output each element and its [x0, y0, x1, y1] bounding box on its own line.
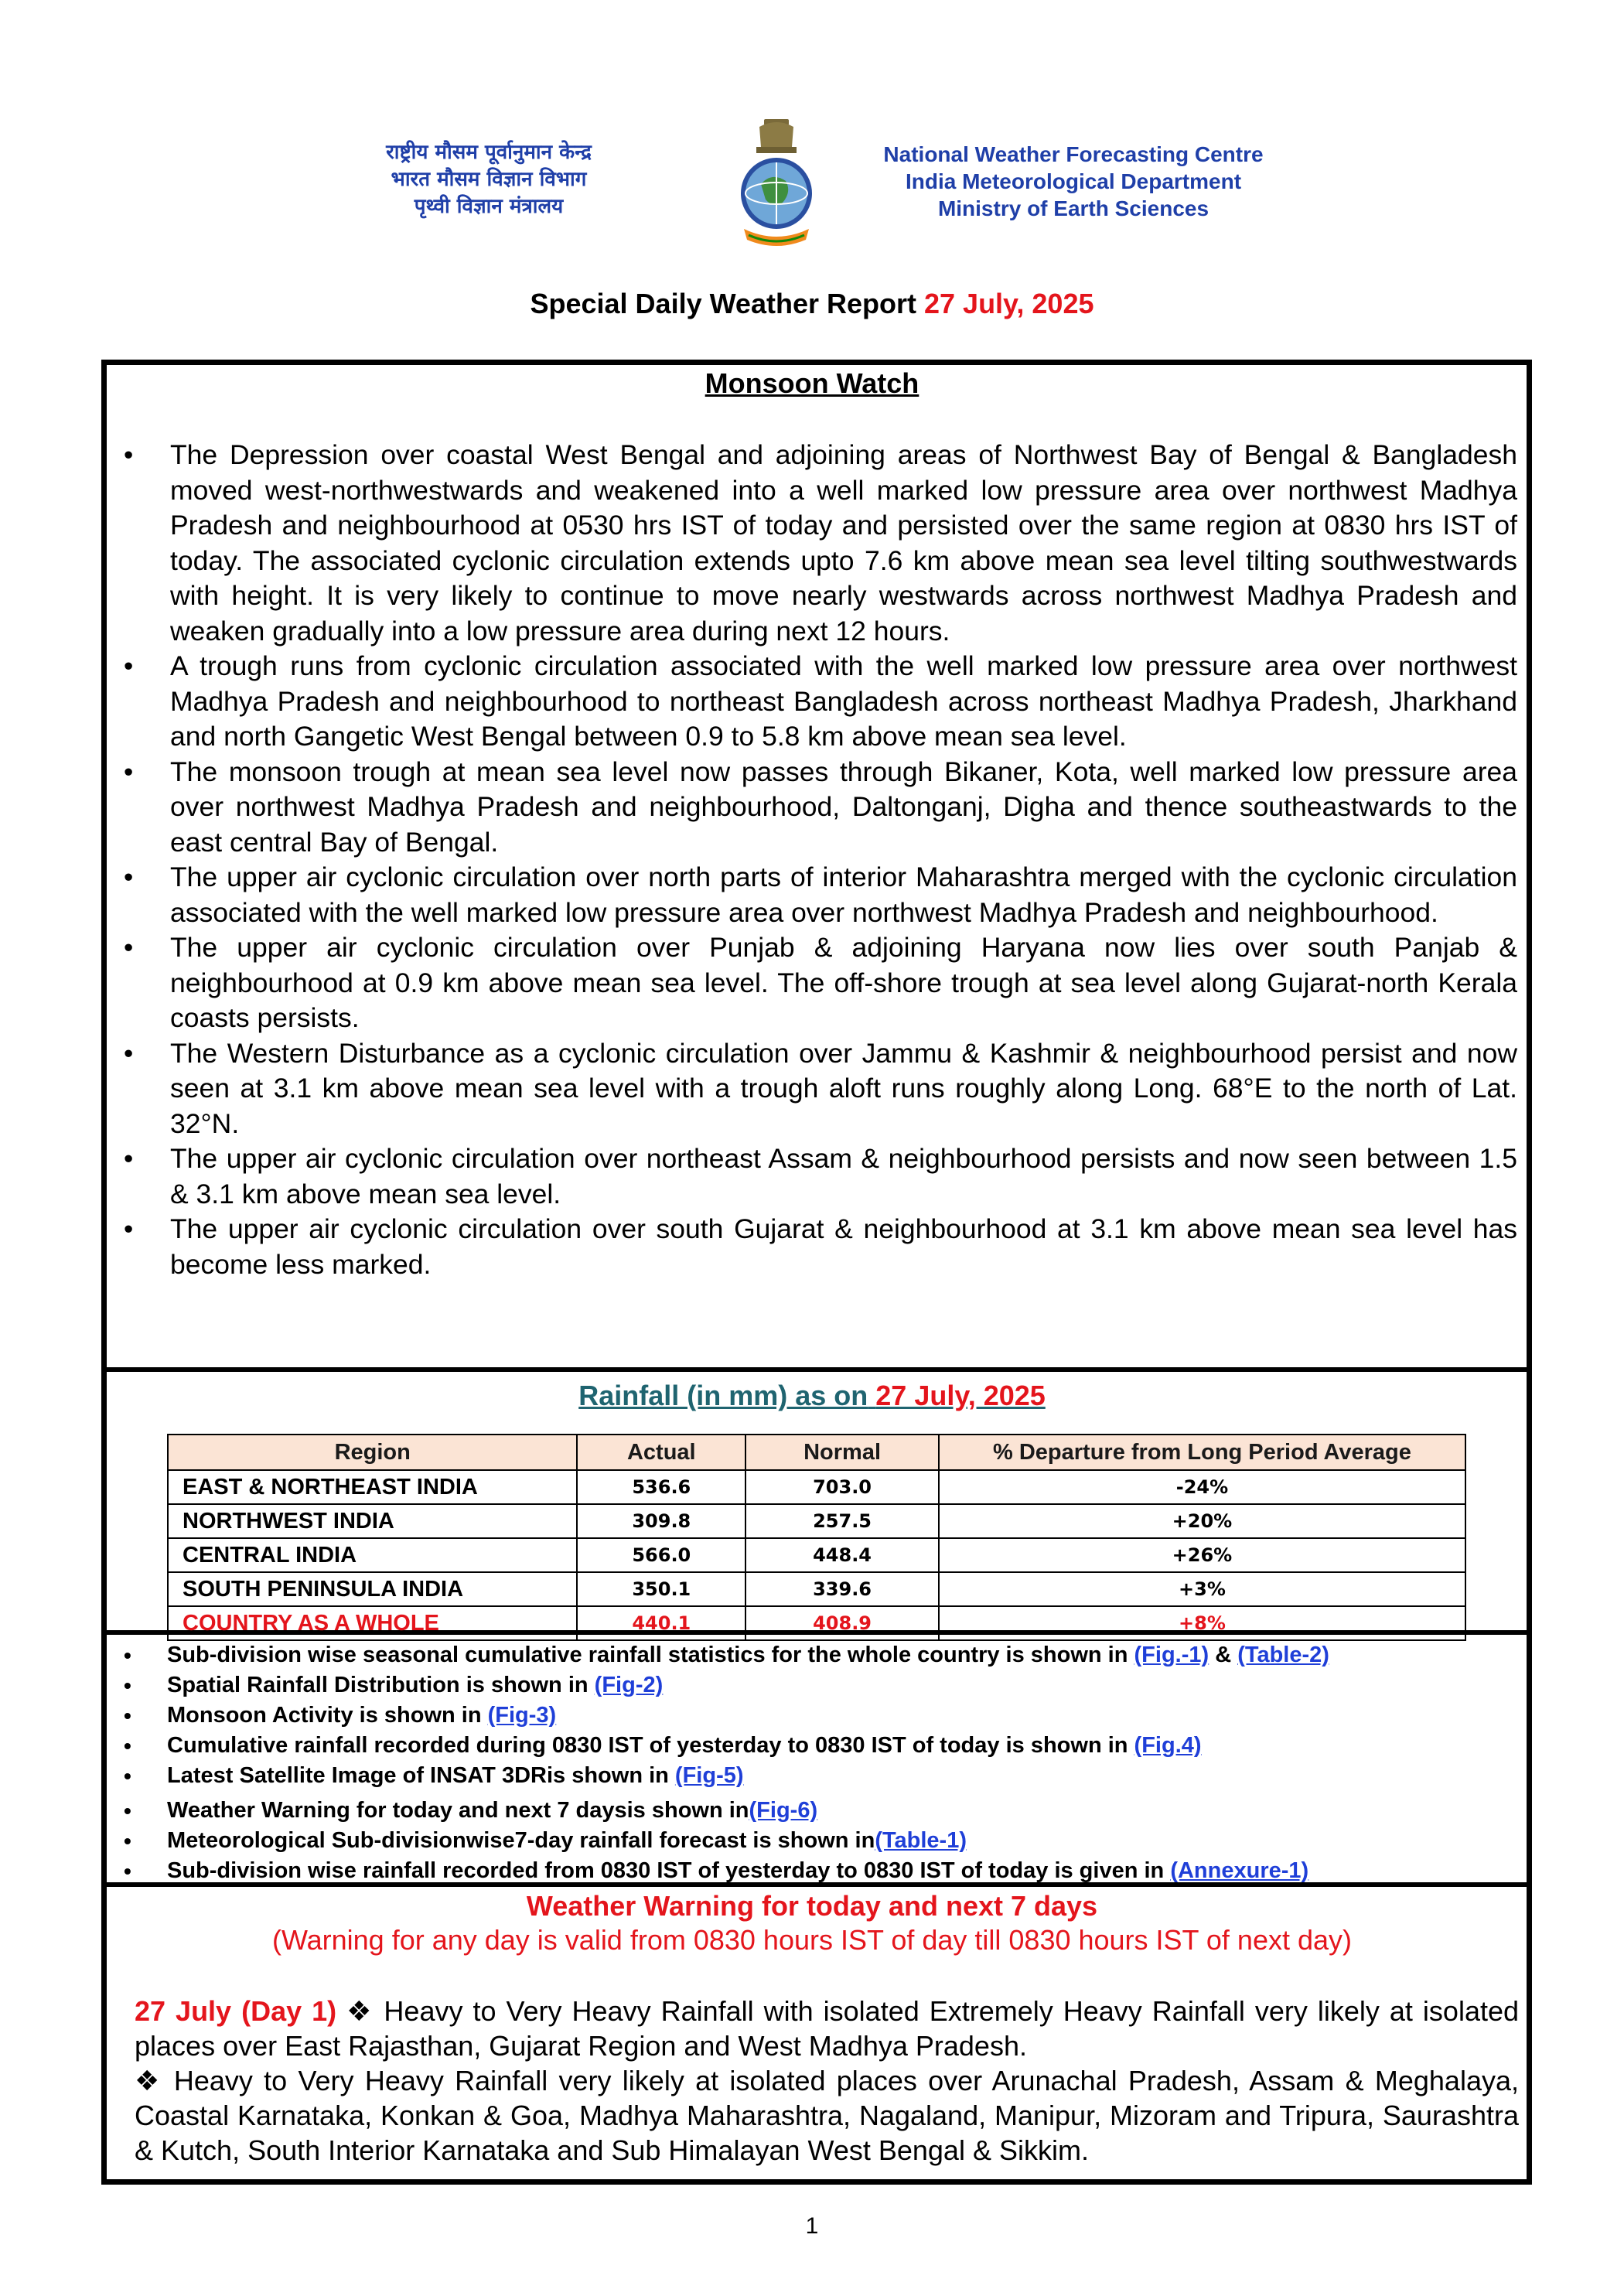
list-item: • The Western Disturbance as a cyclonic circulation over Jammu & Kashmir & neighbourhood persist and now seen at 3.1 km above mean sea level with a trough aloft runs roughly along Long. 68°E to the north of Lat. 32°N.	[170, 1036, 1517, 1142]
table-header-row	[168, 1435, 1465, 1470]
org-name-line-2: India Meteorological Department	[905, 169, 1242, 193]
departure-cell: +8%	[939, 1606, 1465, 1640]
region-cell: NORTHWEST INDIA	[168, 1504, 577, 1538]
monsoon-watch-title: Monsoon Watch	[705, 367, 919, 399]
departure-cell: +3%	[939, 1572, 1465, 1606]
fig-5-link[interactable]: (Fig-5)	[674, 1763, 744, 1788]
warning-paragraph	[135, 2063, 1519, 2168]
departure-cell: -24%	[939, 1470, 1465, 1504]
normal-cell: 408.9	[745, 1606, 939, 1640]
fig-6-link[interactable]: (Fig-6)	[749, 1798, 818, 1823]
link-separator: &	[1209, 1643, 1238, 1667]
list-item	[167, 1731, 1513, 1761]
normal-cell: 703.0	[745, 1470, 939, 1504]
list-item	[167, 1796, 1513, 1826]
column-header: Region	[168, 1435, 577, 1470]
section-divider	[101, 1367, 1532, 1372]
org-name-line-3: Ministry of Earth Sciences	[937, 196, 1209, 220]
fig-4-link[interactable]: (Fig.4)	[1134, 1733, 1202, 1758]
departure-cell: +26%	[939, 1538, 1465, 1572]
warning-text: Heavy to Very Heavy Rainfall very likely at isolated places over Arunachal Pradesh, Assam & Meghalaya, Coastal Karnataka, Konkan & Goa, Madhya Maharashtra, Nagaland, Manipur, Mizoram and Tripura, Saurashtra & Kutch, South Interior Karnataka and Sub Himalayan West Bengal & Sikkim.	[135, 2065, 1519, 2166]
table-row-country-total	[168, 1606, 1465, 1640]
hindi-line-3: पृथ्वी विज्ञान मंत्रालय	[414, 195, 564, 218]
link-description: Latest Satellite Image of INSAT 3DRis shown in	[167, 1763, 675, 1788]
region-cell: SOUTH PENINSULA INDIA	[168, 1572, 577, 1606]
link-description: Weather Warning for today and next 7 daysis shown in	[167, 1798, 749, 1823]
column-header: Actual	[577, 1435, 745, 1470]
normal-cell: 257.5	[745, 1504, 939, 1538]
normal-cell: 448.4	[745, 1538, 939, 1572]
fig-2-link[interactable]: (Fig-2)	[594, 1673, 664, 1697]
imd-emblem-icon	[728, 116, 824, 247]
actual-cell: 566.0	[577, 1538, 745, 1572]
rainfall-title	[0, 1380, 1624, 1412]
table-row	[168, 1470, 1465, 1504]
link-description: Monsoon Activity is shown in	[167, 1703, 488, 1728]
list-item: • The upper air cyclonic circulation over northeast Assam & neighbourhood persists and now seen between 1.5 & 3.1 km above mean sea level.	[170, 1141, 1517, 1212]
link-description: Sub-division wise rainfall recorded from 0830 IST of yesterday to 0830 IST of today is given in	[167, 1858, 1171, 1883]
table-2-link[interactable]: (Table-2)	[1237, 1643, 1329, 1667]
list-item: • The upper air cyclonic circulation over south Gujarat & neighbourhood at 3.1 km above mean sea level has become less marked.	[170, 1212, 1517, 1282]
report-title-text: Special Daily Weather Report	[530, 288, 916, 319]
weather-warning-body	[135, 1994, 1519, 2168]
english-ministry-block	[849, 141, 1298, 222]
list-item: • The upper air cyclonic circulation over Punjab & adjoining Haryana now lies over south Panjab & neighbourhood at 0.9 km above mean sea level. The off-shore trough at sea level along Gujarat-north Kerala coasts persists.	[170, 930, 1517, 1036]
hindi-line-1: राष्ट्रीय मौसम पूर्वानुमान केन्द्र	[386, 141, 592, 164]
rainfall-title-text: Rainfall (in mm) as on	[578, 1380, 868, 1411]
actual-cell: 536.6	[577, 1470, 745, 1504]
warning-paragraph	[135, 1994, 1519, 2063]
link-description: Cumulative rainfall recorded during 0830 IST of yesterday to 0830 IST of today is shown in	[167, 1733, 1134, 1758]
figure-links-list	[167, 1640, 1513, 1886]
column-header: % Departure from Long Period Average	[939, 1435, 1465, 1470]
hindi-ministry-block	[357, 139, 620, 220]
annexure-1-link[interactable]: (Annexure-1)	[1170, 1858, 1309, 1883]
table-row	[168, 1504, 1465, 1538]
region-cell: COUNTRY AS A WHOLE	[168, 1606, 577, 1640]
list-item: • The Depression over coastal West Bengal and adjoining areas of Northwest Bay of Bengal & Bangladesh moved west-northwestwards and weakened into a well marked low pressure area over northwest Madhya Pradesh and neighbourhood at 0530 hrs IST of today and persisted over the same region at 0830 hrs IST of today. The associated cyclonic circulation extends upto 7.6 km above mean sea level tilting southwestwards with height. It is very likely to continue to move nearly westwards across northwest Madhya Pradesh and weaken gradually into a low pressure area during next 12 hours.	[170, 438, 1517, 649]
list-item: • The upper air cyclonic circulation over north parts of interior Maharashtra merged with the cyclonic circulation associated with the well marked low pressure area over northwest Madhya Pradesh and neighbourhood.	[170, 860, 1517, 930]
list-item	[167, 1856, 1513, 1886]
rainfall-date: 27 July, 2025	[875, 1380, 1046, 1411]
list-item: • A trough runs from cyclonic circulation associated with the well marked low pressure area over northwest Madhya Pradesh and neighbourhood to northeast Bangladesh across northeast Madhya Pradesh, Jharkhand and north Gangetic West Bengal between 0.9 to 5.8 km above mean sea level.	[170, 649, 1517, 755]
actual-cell: 440.1	[577, 1606, 745, 1640]
table-row	[168, 1538, 1465, 1572]
list-item	[167, 1826, 1513, 1856]
diamond-bullet-icon: ❖	[346, 1995, 374, 2027]
list-item	[167, 1761, 1513, 1791]
link-description: Spatial Rainfall Distribution is shown in	[167, 1673, 595, 1697]
link-description: Sub-division wise seasonal cumulative rainfall statistics for the whole country is shown in	[167, 1643, 1134, 1667]
normal-cell: 339.6	[745, 1572, 939, 1606]
rainfall-table	[167, 1434, 1466, 1641]
list-item	[167, 1640, 1513, 1670]
weather-warning-title: Weather Warning for today and next 7 days	[526, 1890, 1098, 1922]
column-header: Normal	[745, 1435, 939, 1470]
link-description: Meteorological Sub-divisionwise7-day rainfall forecast is shown in	[167, 1828, 875, 1853]
monsoon-watch-list	[170, 438, 1517, 1282]
list-item: • The monsoon trough at mean sea level now passes through Bikaner, Kota, well marked low pressure area over northwest Madhya Pradesh and neighbourhood, Daltonganj, Digha and thence southeastwards to the east central Bay of Bengal.	[170, 755, 1517, 861]
actual-cell: 350.1	[577, 1572, 745, 1606]
table-1-link[interactable]: (Table-1)	[875, 1828, 967, 1853]
region-cell: EAST & NORTHEAST INDIA	[168, 1470, 577, 1504]
departure-cell: +20%	[939, 1504, 1465, 1538]
fig-3-link[interactable]: (Fig-3)	[487, 1703, 557, 1728]
list-item	[167, 1701, 1513, 1731]
hindi-line-2: भारत मौसम विज्ञान विभाग	[391, 168, 587, 191]
weather-warning-subtitle: (Warning for any day is valid from 0830 hours IST of day till 0830 hours IST of next day)	[271, 1924, 1353, 1956]
table-row	[168, 1572, 1465, 1606]
list-item	[167, 1670, 1513, 1701]
day-1-label: 27 July (Day 1)	[135, 1995, 337, 2027]
report-title	[0, 288, 1624, 320]
warning-text: Heavy to Very Heavy Rainfall with isolated Extremely Heavy Rainfall very likely at isolated places over East Rajasthan, Gujarat Region and West Madhya Pradesh.	[135, 1995, 1520, 2062]
page-number: 1	[805, 2213, 819, 2239]
region-cell: CENTRAL INDIA	[168, 1538, 577, 1572]
actual-cell: 309.8	[577, 1504, 745, 1538]
diamond-bullet-icon: ❖	[135, 2065, 163, 2096]
fig-1-link[interactable]: (Fig.-1)	[1134, 1643, 1209, 1667]
report-date: 27 July, 2025	[924, 288, 1094, 319]
org-name-line-1: National Weather Forecasting Centre	[883, 142, 1264, 166]
